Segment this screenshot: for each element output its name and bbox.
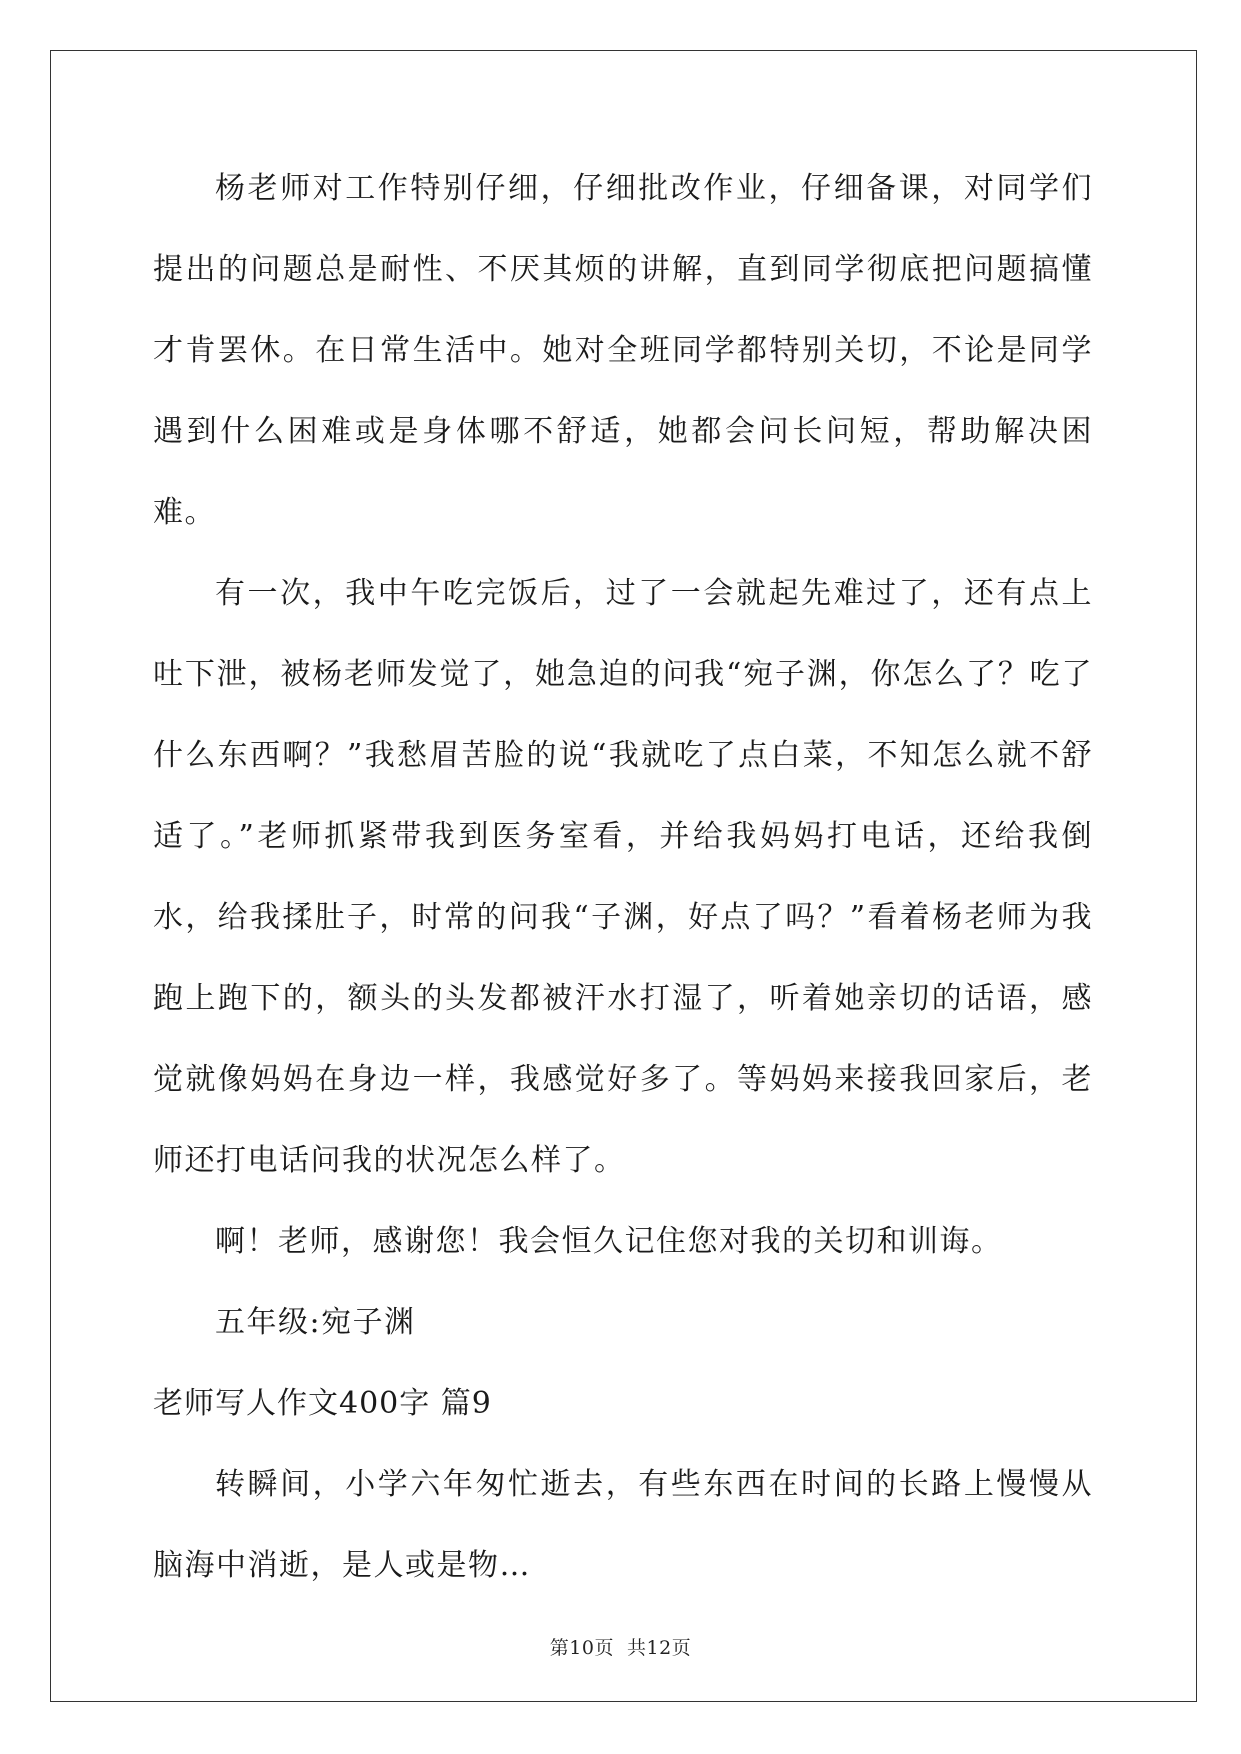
paragraph-1: 杨老师对工作特别仔细，仔细批改作业，仔细备课，对同学们提出的问题总是耐性、不厌其烦的讲解，直到同学彻底把问题搞懂才肯罢休。在日常生活中。她对全班同学都特别关切，不论是同学遇到什么困难或是身体哪不舒适，她都会问长问短，帮助解决困难。	[153, 171, 1093, 530]
author-line: 五年级:宛子渊	[215, 1305, 416, 1340]
page-footer	[0, 1633, 1241, 1660]
section-heading: 老师写人作文400字 篇9	[153, 1386, 492, 1421]
paragraph-2: 有一次，我中午吃完饭后，过了一会就起先难过了，还有点上吐下泄，被杨老师发觉了，她急迫的问我“宛子渊，你怎么了？吃了什么东西啊？”我愁眉苦脸的说“我就吃了点白菜，不知怎么就不舒适了。”老师抓紧带我到医务室看，并给我妈妈打电话，还给我倒水，给我揉肚子，时常的问我“子渊，好点了吗？”看着杨老师为我跑上跑下的，额头的头发都被汗水打湿了，听着她亲切的话语，感觉就像妈妈在身边一样，我感觉好多了。等妈妈来接我回家后，老师还打电话问我的状况怎么样了。	[153, 576, 1093, 1178]
page-number: 第10页 共12页	[549, 1637, 692, 1659]
paragraph-4: 转瞬间，小学六年匆忙逝去，有些东西在时间的长路上慢慢从脑海中消逝，是人或是物…	[153, 1467, 1093, 1583]
paragraph-3: 啊！老师，感谢您！我会恒久记住您对我的关切和训诲。	[215, 1224, 1003, 1259]
document-body	[153, 148, 1093, 1606]
